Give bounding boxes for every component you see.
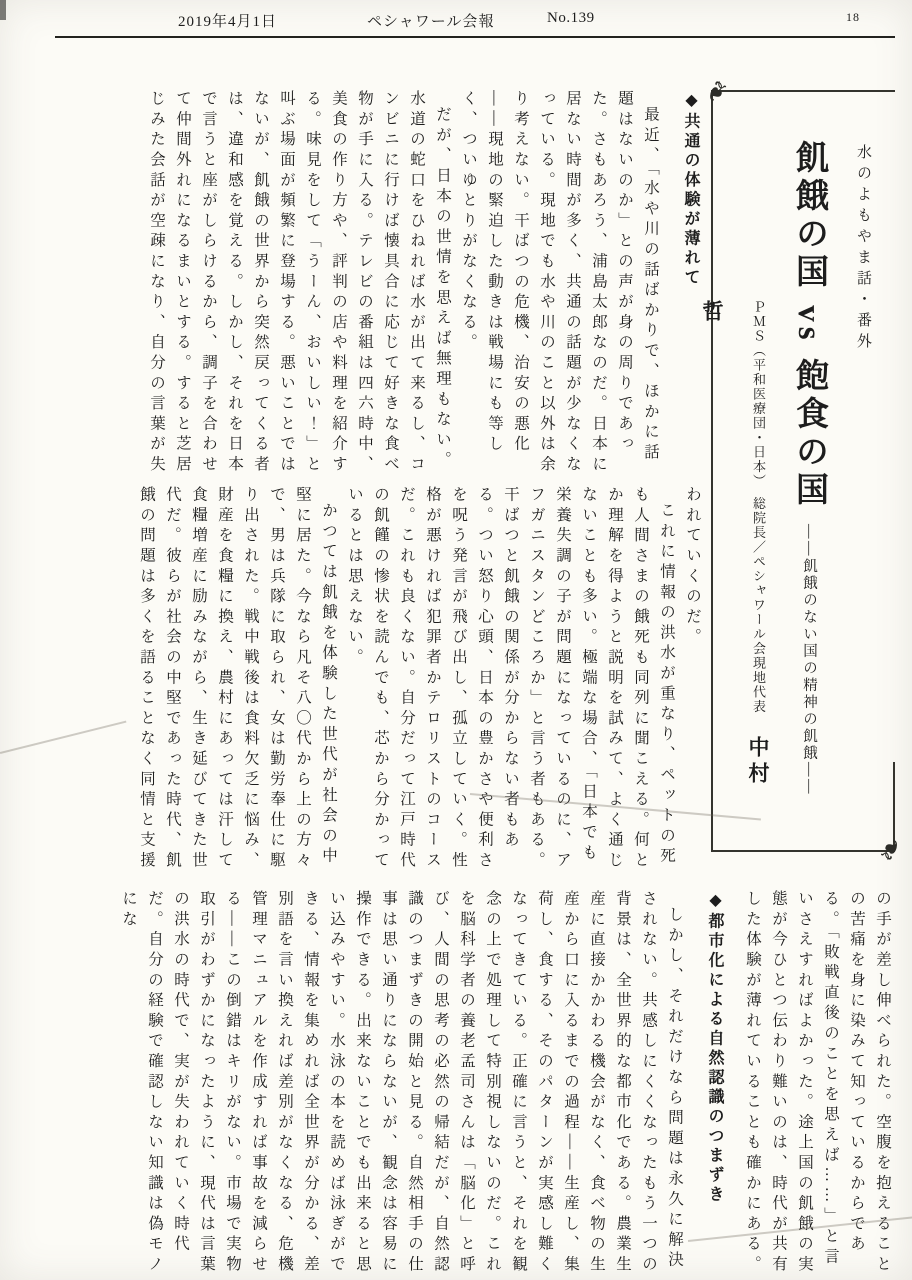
article-subtitle: ――飢餓のない国の精神の飢餓―― [801,523,817,796]
series-kicker: 水のよもやま話・番外 [855,144,871,354]
paragraph: かつては飢餓を体験した世代が社会の中堅に居た。今なら凡そ八〇代から上の方々で、男は兵隊に取られ、女は勤労奉仕に駆り出された。戦中戦後は食料欠乏に悩み、財産を食糧に換え、農村にあっては汗して食糧増産に励みながら、生き延びてきた世代だ。彼らが社会の中堅であった時代、飢餓の問題は多くを語ることなく同情と支援 [138,486,337,872]
upper-region [55,72,912,878]
byline [689,130,781,828]
header-divider [55,36,895,38]
body-text-area [55,90,705,878]
paragraph-continuation: われていくのだ。 [684,486,701,649]
page-header [55,8,895,32]
article-title-block [694,72,912,869]
section-heading-1: ◆共通の体験が薄れて [682,90,699,288]
section-heading-2: ◆都市化による自然認識のつまずき [706,890,723,1205]
text-band-2 [55,486,705,878]
text-band-3 [55,890,895,1280]
author-name: 中村 哲 [700,300,770,814]
header-publication-title: ペシャワール会報 [367,14,495,30]
text-band-1 [55,90,705,482]
scan-speck [0,0,6,20]
paragraph: 最近、「水や川の話ばかりで、ほかに話題はないのか」との声が身の周りであった。さもあろう、浦島太郎なのだ。日本に居ない時間が多く、共通の話題が少なくなっている。現地でも水や川のこと以外は余り考えない。干ばつの危機、治安の悪化――現地の緊迫した動きは戦場にも等しく、ついゆとりがなくなる。 [460,90,659,476]
corner-flourish-icon: ❧ [869,831,912,869]
title-block-inner [700,130,885,828]
header-issue-number: No.139 [547,10,595,26]
article-title: 飢餓の国 vs 飽食の国 [791,140,827,510]
corner-flourish-icon: ❧ [694,72,738,110]
article-content [55,72,912,1280]
title-line [781,130,837,828]
paragraph: これに情報の洪水が重なり、ペットの死も人間さまの餓死も同列に聞こえる。何とか理解を得ようと説明を試みて、よく通じないことも多い。極端な場合、「日本でも栄養失調の子が問題になっているのに、アフガニスタンどころか」と言う者もある。干ばつと飢餓の関係が分からない者もある。つい怒り心頭、日本の豊かさや便利さを呪う発言が飛び出し、孤立していく。性格が悪ければ犯罪者かテロリストのコースだ。これも良くない。自分だって江戸時代の飢饉の惨状を読んでも、芯から分かっているとは思えない。 [346,486,675,872]
author-affiliation: ＰＭＳ（平和医療団・日本） 総院長／ペシャワール会現地代表 [751,300,766,714]
page-number: 18 [846,10,860,24]
header-date: 2019年4月1日 [178,14,278,30]
paragraph: しかし、それだけなら問題は永久に解決されない。共感しにくくなったもう一つの背景は、全世界的な都市化である。農業生産に直接かかわる機会がなく、食べ物の生産から口に入るまでの過程――生産し、集荷し、食する、そのパターンが実感し難くなってきている。正確に言うと、それを観念の上で処理して特別視しないのだ。これを脳科学者の養老孟司さんは「脳化」と呼び、人間の思考の必然の帰結だが、自然認識のつまずきの開始と見る。自然相手の仕事は思い通りにならないが、観念は容易に操作できる。出来ないことでも出来ると思い込みやすい。水泳の本を読めば泳ぎができる、情報を集めれば全世界が分かる、差別語を言い換えれば差別がなくなる、危機管理マニュアルを作成すれば事故を減らせる――この倒錯はキリがない。市場で実物取引がわずかになったように、現代は言葉の洪水の時代で、実が失われていく時代だ。自分の経験で確認しない知識は偽モノにな [120,890,683,1276]
paragraph: だが、日本の世情を思えば無理もない。水道の蛇口をひねれば水が出て来るし、コンビニに行けば懐具合に応じて好きな食べ物が手に入る。テレビの番組は四六時中、美食の作り方や、評判の店や料理を紹介する。味見をして「うーん、おいしい！」と叫ぶ場面が頻繁に登場する。悪いことではないが、飢餓の世界から突然戻ってくる者は、違和感を覚える。しかし、それを日本で言うと座がしらけるから、調子を合わせて仲間外れになるまいとする。すると芝居じみた会話が空疎になり、自分の言葉が失 [148,90,451,476]
paragraph-continuation: の手が差し伸べられた。空腹を抱えることの苦痛を身に染みて知っているからである。「敗戦直後のことを思えば……」と言いさえすればよかった。途上国の飢餓の実態が今ひとつ伝わり難いのは、時代が共有した体験が薄れていることも確かにある。 [744,890,891,1276]
